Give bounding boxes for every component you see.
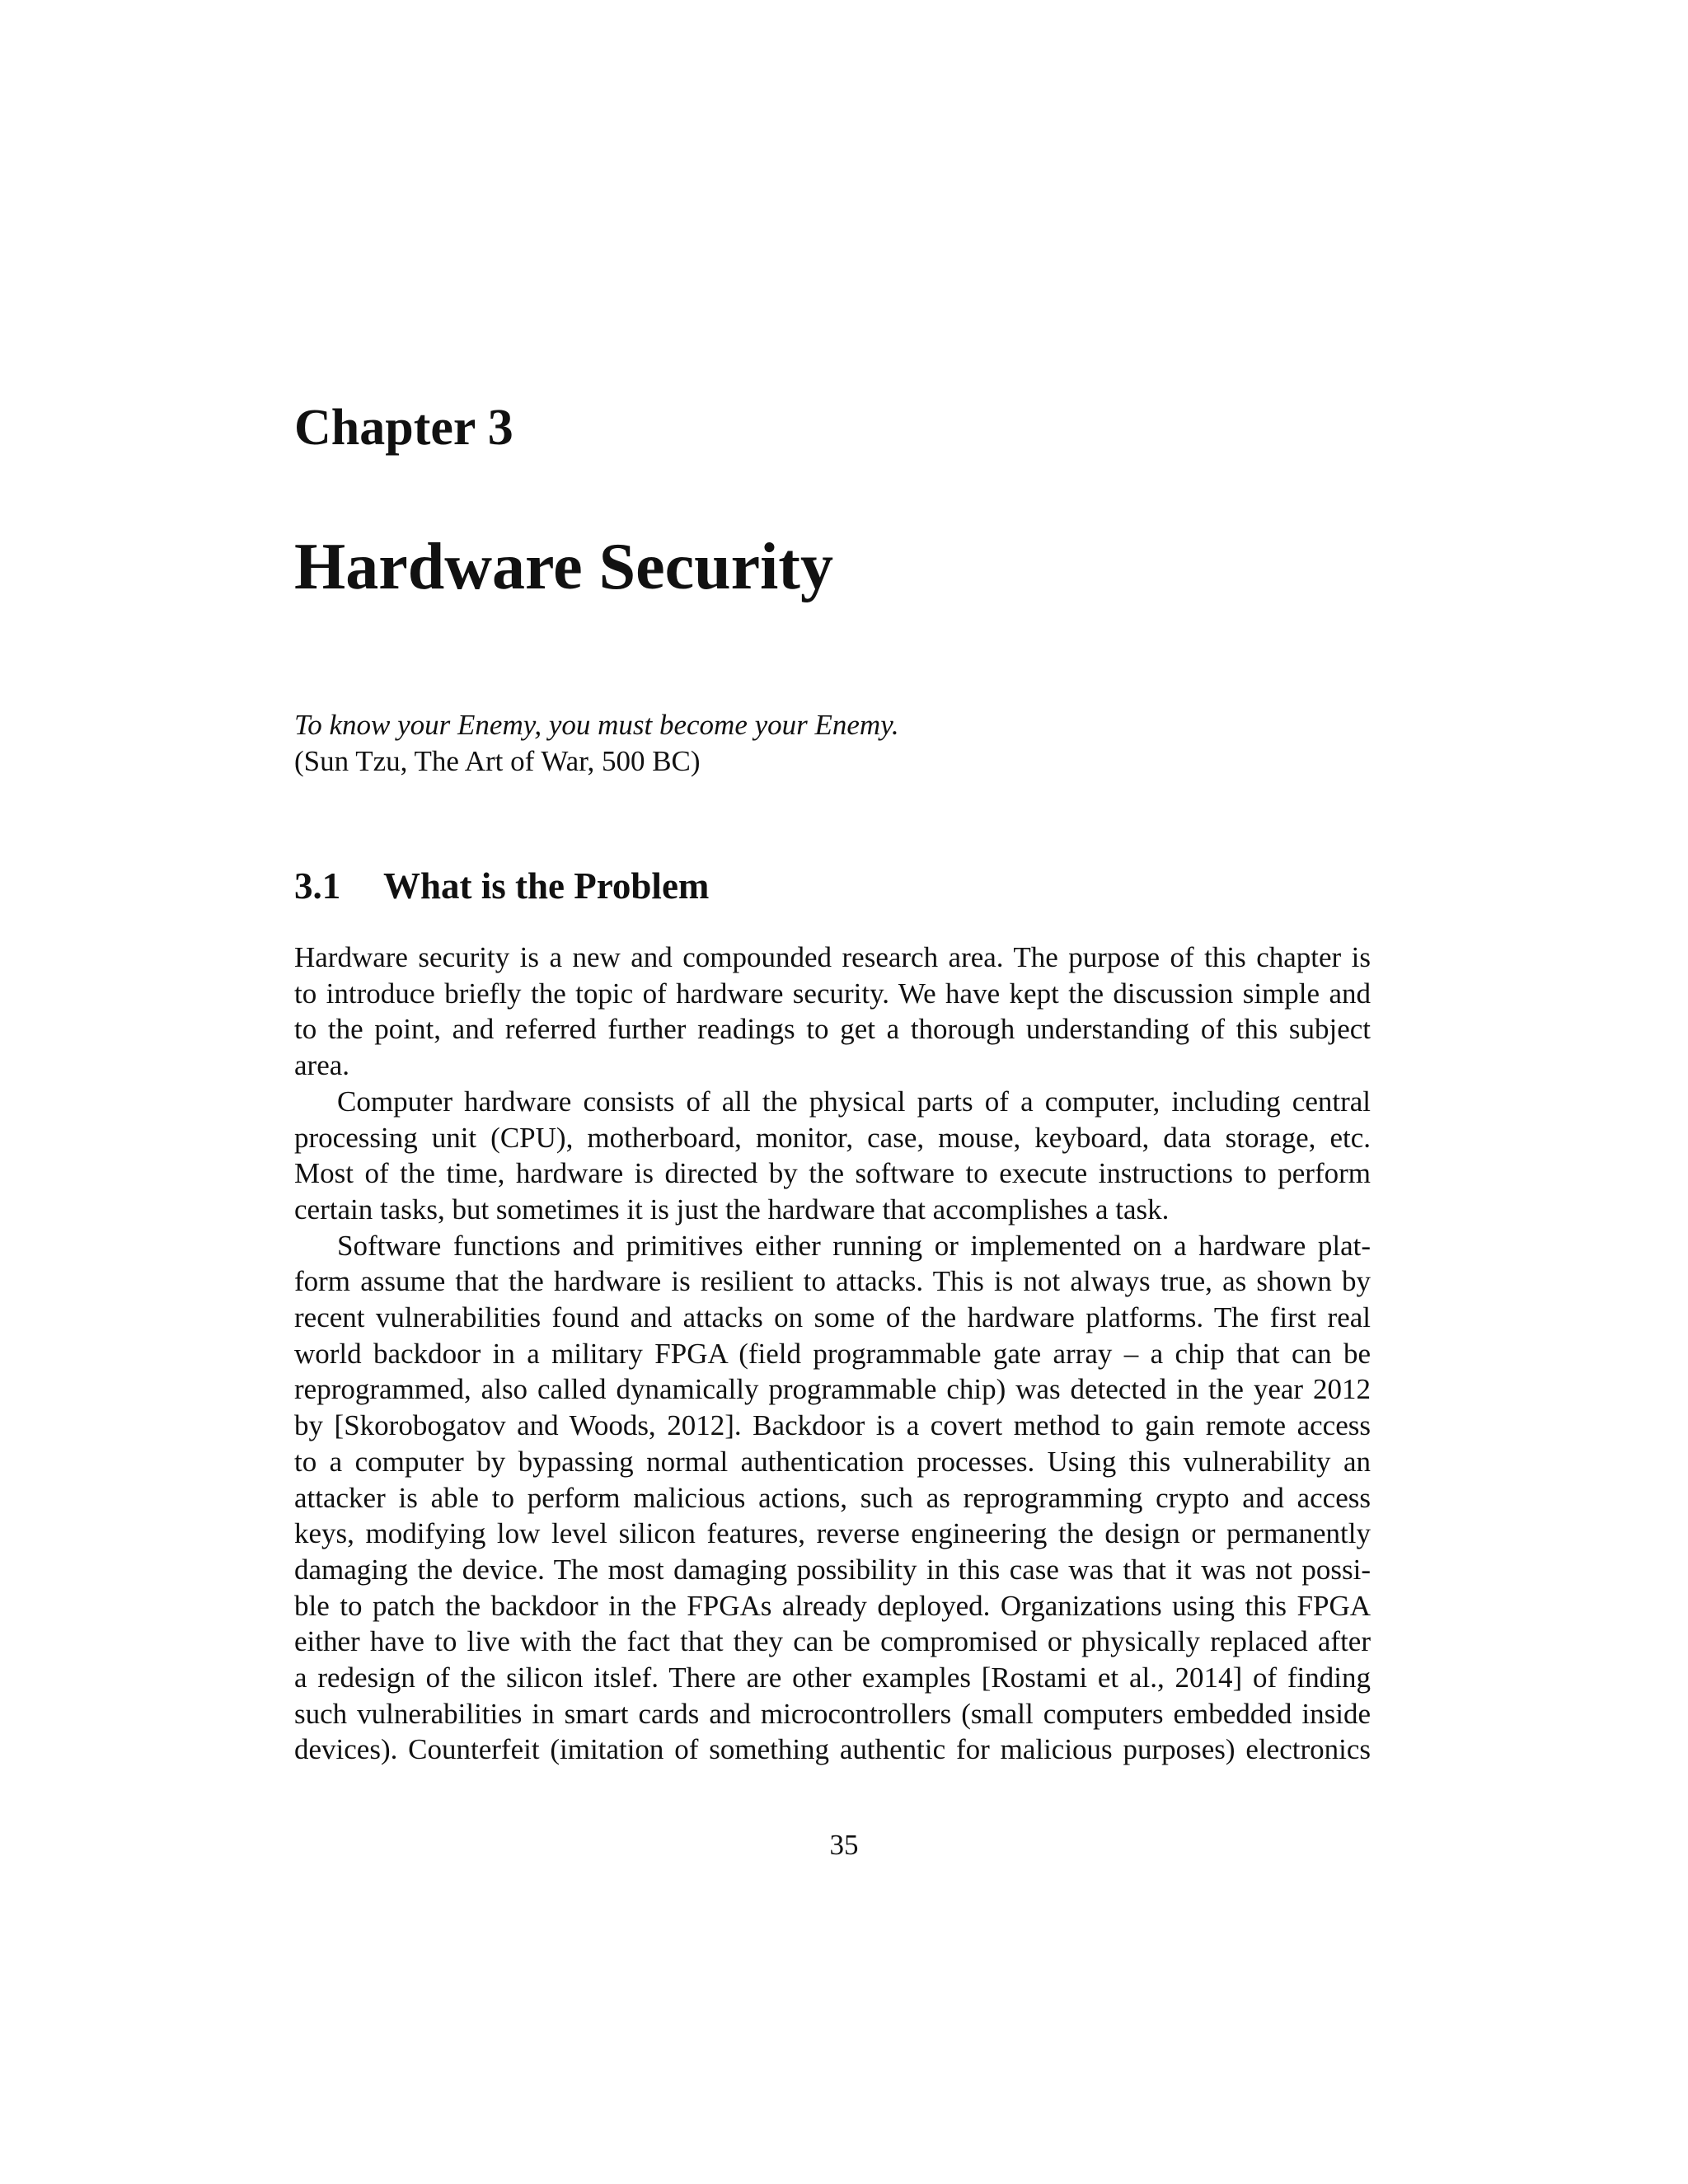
text-line: damaging the device. The most damaging possibility in this case was that it was not possi- — [294, 1553, 1371, 1586]
text-line: recent vulnerabilities found and attacks on some of the hardware platforms. The first real — [294, 1301, 1371, 1334]
text-line: Most of the time, hardware is directed by the software to execute instructions to perform — [294, 1157, 1371, 1190]
text-line: either have to live with the fact that they can be compromised or physically replaced after — [294, 1625, 1371, 1658]
text-line: keys, modifying low level silicon features, reverse engineering the design or permanently — [294, 1517, 1371, 1550]
section-title: What is the Problem — [383, 865, 710, 907]
page-number: 35 — [829, 1829, 859, 1861]
epigraph — [294, 707, 1366, 780]
text-line: such vulnerabilities in smart cards and microcontrollers (small computers embedded inside — [294, 1697, 1371, 1730]
text-line: form assume that the hardware is resilient to attacks. This is not always true, as shown by — [294, 1265, 1371, 1298]
text-line: to a computer by bypassing normal authentication processes. Using this vulnerability an — [294, 1445, 1371, 1478]
chapter-label: Chapter 3 — [294, 400, 513, 456]
epigraph-quote: To know your Enemy, you must become your Enemy. — [294, 709, 899, 741]
text-line: a redesign of the silicon itslef. There are other examples [Rostami et al., 2014] of finding — [294, 1661, 1371, 1694]
text-line: ble to patch the backdoor in the FPGAs already deployed. Organizations using this FPGA — [294, 1589, 1371, 1622]
text-line: by [Skorobogatov and Woods, 2012]. Backdoor is a covert method to gain remote access — [294, 1409, 1371, 1442]
text-line: to introduce briefly the topic of hardware security. We have kept the discussion simple and — [294, 977, 1371, 1010]
text-line: to the point, and referred further readings to get a thorough understanding of this subject — [294, 1013, 1371, 1046]
text-line: Software functions and primitives either running or implemented on a hardware plat- — [337, 1229, 1371, 1262]
paragraph-1 — [294, 940, 1371, 1084]
section-number: 3.1 — [294, 865, 341, 907]
section-heading — [294, 865, 710, 907]
text-line: attacker is able to perform malicious actions, such as reprogramming crypto and access — [294, 1481, 1371, 1514]
paragraph-3 — [294, 1228, 1371, 1769]
text-line: area. — [294, 1049, 350, 1082]
paragraph-2 — [294, 1084, 1371, 1228]
epigraph-source: (Sun Tzu, The Art of War, 500 BC) — [294, 745, 701, 777]
text-line: world backdoor in a military FPGA (field programmable gate array – a chip that can be — [294, 1337, 1371, 1370]
text-line: processing unit (CPU), motherboard, monitor, case, mouse, keyboard, data storage, etc. — [294, 1121, 1371, 1154]
text-line: certain tasks, but sometimes it is just the hardware that accomplishes a task. — [294, 1193, 1170, 1226]
text-line: Hardware security is a new and compounded research area. The purpose of this chapter is — [294, 941, 1371, 973]
text-line: reprogrammed, also called dynamically programmable chip) was detected in the year 2012 — [294, 1373, 1371, 1406]
text-line: devices). Counterfeit (imitation of something authentic for malicious purposes) electronics — [294, 1733, 1371, 1766]
text-line: Computer hardware consists of all the physical parts of a computer, including central — [337, 1085, 1371, 1118]
chapter-title: Hardware Security — [294, 531, 833, 603]
body-text — [294, 940, 1371, 1768]
